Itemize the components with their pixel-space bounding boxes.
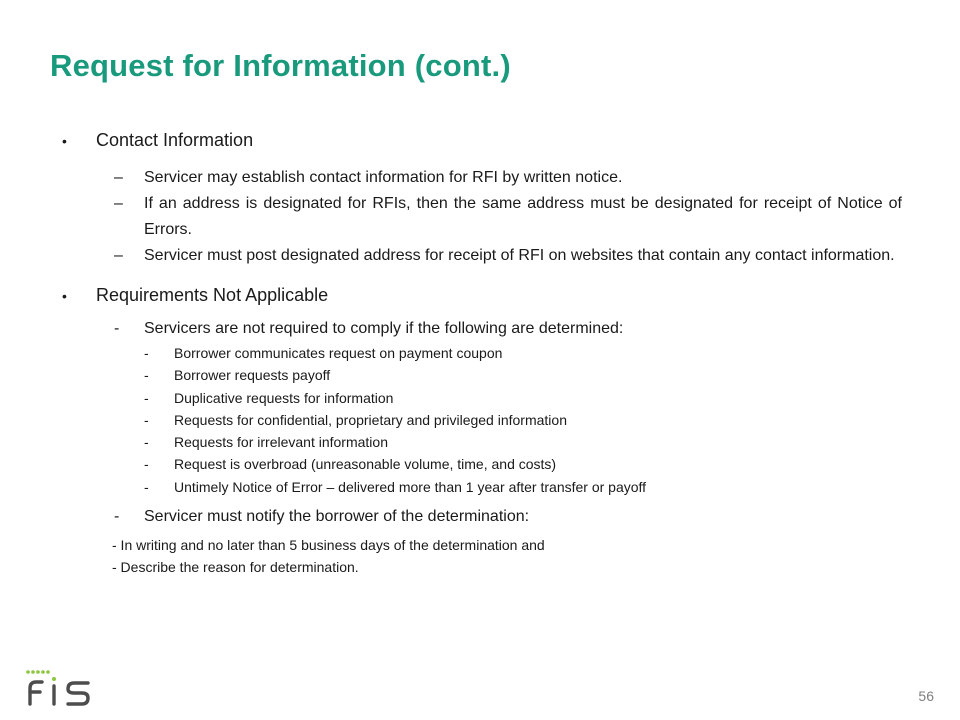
list-item: [114, 316, 902, 342]
list-item: [114, 165, 902, 191]
list-item-text: Servicer may establish contact information for RFI by written notice.: [144, 169, 623, 186]
list-item: [114, 191, 902, 243]
notify-block: [114, 504, 902, 530]
logo-dots: [26, 670, 50, 674]
condition-text: Borrower requests payoff: [174, 367, 331, 384]
bullet-label: Contact Information: [96, 130, 254, 150]
dash-marker: -: [144, 389, 149, 406]
notify-item: - In writing and no later than 5 business days of the determination and: [112, 537, 545, 554]
list-item-text: Servicer must notify the borrower of the determination:: [144, 508, 530, 526]
condition-item: [144, 387, 902, 409]
condition-text: Request is overbroad (unreasonable volume, time, and costs): [174, 456, 557, 473]
dash-marker: –: [114, 195, 123, 212]
condition-text: Duplicative requests for information: [174, 389, 394, 406]
requirements-list: [114, 316, 902, 498]
bullet-label: Requirements Not Applicable: [96, 285, 329, 305]
condition-item: [144, 409, 902, 431]
dash-marker: -: [144, 367, 149, 384]
notify-item: - Describe the reason for determination.: [112, 559, 359, 576]
section-contact-information: [62, 130, 902, 269]
bullet-contact-information: [62, 130, 902, 151]
list-item: [114, 243, 902, 269]
notify-items: [112, 534, 902, 578]
page-title: Request for Information (cont.): [50, 48, 511, 83]
bullet-dot-icon: •: [62, 288, 67, 304]
condition-text: Requests for irrelevant information: [174, 434, 388, 451]
conditions-list: [144, 342, 902, 498]
bullet-requirements-not-applicable: [62, 285, 902, 306]
condition-text: Untimely Notice of Error – delivered more than 1 year after transfer or payoff: [174, 478, 647, 495]
dash-marker: -: [144, 434, 149, 451]
section-requirements-not-applicable: [62, 285, 902, 578]
page-number: 56: [918, 688, 934, 704]
list-item-text: Servicers are not required to comply if the following are determined:: [144, 320, 624, 337]
dash-marker: –: [114, 169, 123, 186]
logo-letters: [30, 682, 88, 704]
dash-marker: -: [144, 478, 149, 495]
slide-content: [62, 130, 902, 578]
condition-item: [144, 342, 902, 364]
dash-marker: -: [144, 411, 149, 428]
dash-marker: -: [114, 320, 120, 337]
dash-marker: –: [114, 247, 123, 264]
condition-item: [144, 431, 902, 453]
contact-info-list: [114, 165, 902, 269]
dash-marker: -: [114, 508, 120, 526]
list-item-text: If an address is designated for RFIs, then the same address must be designated for receipt of Notice of Errors.: [144, 195, 902, 238]
condition-item: [144, 453, 902, 475]
list-item-text: Servicer must post designated address for receipt of RFI on websites that contain any contact information.: [144, 247, 895, 264]
list-item: [114, 504, 902, 530]
dash-marker: -: [144, 345, 149, 361]
dash-marker: -: [144, 456, 149, 473]
condition-item: [144, 476, 902, 498]
condition-item: [144, 364, 902, 386]
bullet-dot-icon: •: [62, 133, 67, 149]
condition-text: Requests for confidential, proprietary and privileged information: [174, 411, 567, 428]
fis-logo: [24, 668, 96, 708]
condition-text: Borrower communicates request on payment coupon: [174, 345, 503, 361]
